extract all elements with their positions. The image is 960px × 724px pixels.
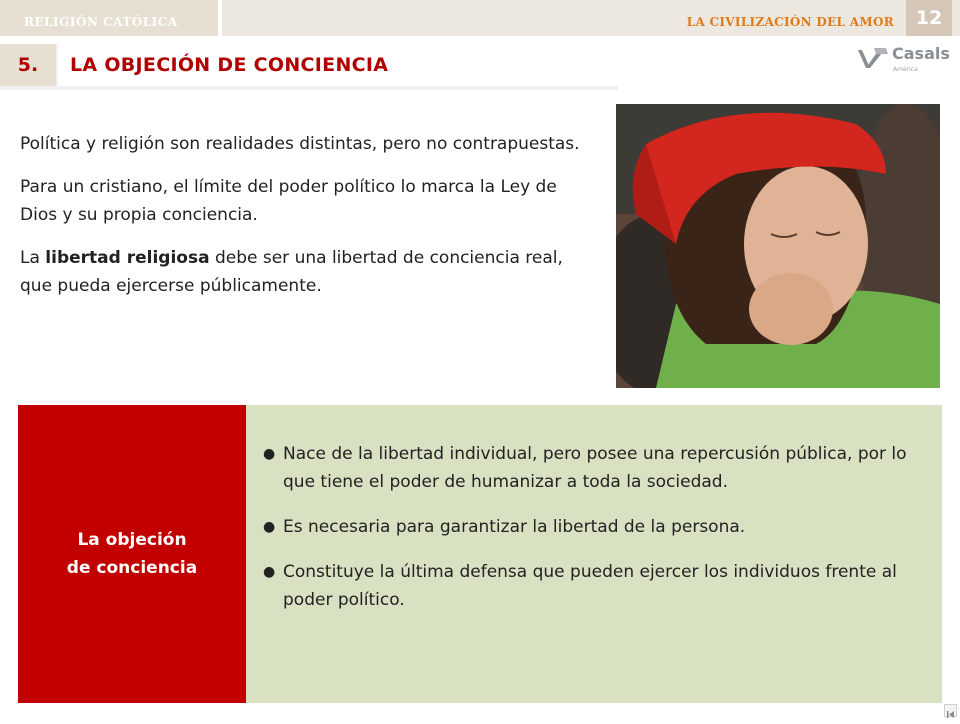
bullet-icon: ●	[263, 446, 276, 462]
bullet-text: Constituye la última defensa que pueden ejercer los individuos frente al poder político.	[283, 562, 897, 610]
highlight-libertad-religiosa: libertad religiosa	[45, 248, 210, 268]
intro-paragraph-3-suffix: debe ser una libertad de conciencia real, que pueda ejercerse públicamente.	[20, 248, 563, 296]
concept-label-line-1: La objeción	[77, 530, 187, 550]
intro-text	[20, 130, 592, 315]
list-item	[260, 513, 920, 541]
bullet-icon: ●	[263, 519, 276, 535]
intro-paragraph-3-prefix: La	[20, 248, 46, 268]
section-number: 5.	[0, 44, 56, 86]
bullet-text: Es necesaria para garantizar la libertad de la persona.	[283, 517, 746, 537]
intro-paragraph-2: Para un cristiano, el límite del poder político lo marca la Ley de Dios y su propia conciencia.	[20, 177, 557, 225]
concept-label	[18, 526, 246, 582]
section-title: LA OBJECIÓN DE CONCIENCIA	[58, 44, 618, 86]
previous-slide-button[interactable]	[944, 704, 957, 717]
skip-back-icon	[945, 709, 956, 720]
praying-girl-photo	[616, 104, 940, 388]
logo-name: Casals	[892, 44, 950, 63]
intro-paragraph-3	[20, 244, 592, 300]
unit-number-badge: 12	[906, 0, 952, 36]
intro-paragraph-1: Política y religión son realidades distintas, pero no contrapuestas.	[20, 134, 580, 154]
concept-bullet-list	[260, 440, 920, 631]
unit-title: LA CIVILIZACIÓN DEL AMOR	[686, 15, 894, 29]
logo-subtitle: América	[893, 66, 918, 73]
bullet-icon: ●	[263, 564, 276, 580]
list-item	[260, 558, 920, 614]
list-item	[260, 440, 920, 496]
bullet-text: Nace de la libertad individual, pero posee una repercusión pública, por lo que tiene el poder de humanizar a toda la sociedad.	[283, 444, 907, 492]
concept-label-line-2: de conciencia	[66, 558, 198, 578]
subject-label: RELIGIÓN CATÓLICA	[24, 15, 178, 29]
